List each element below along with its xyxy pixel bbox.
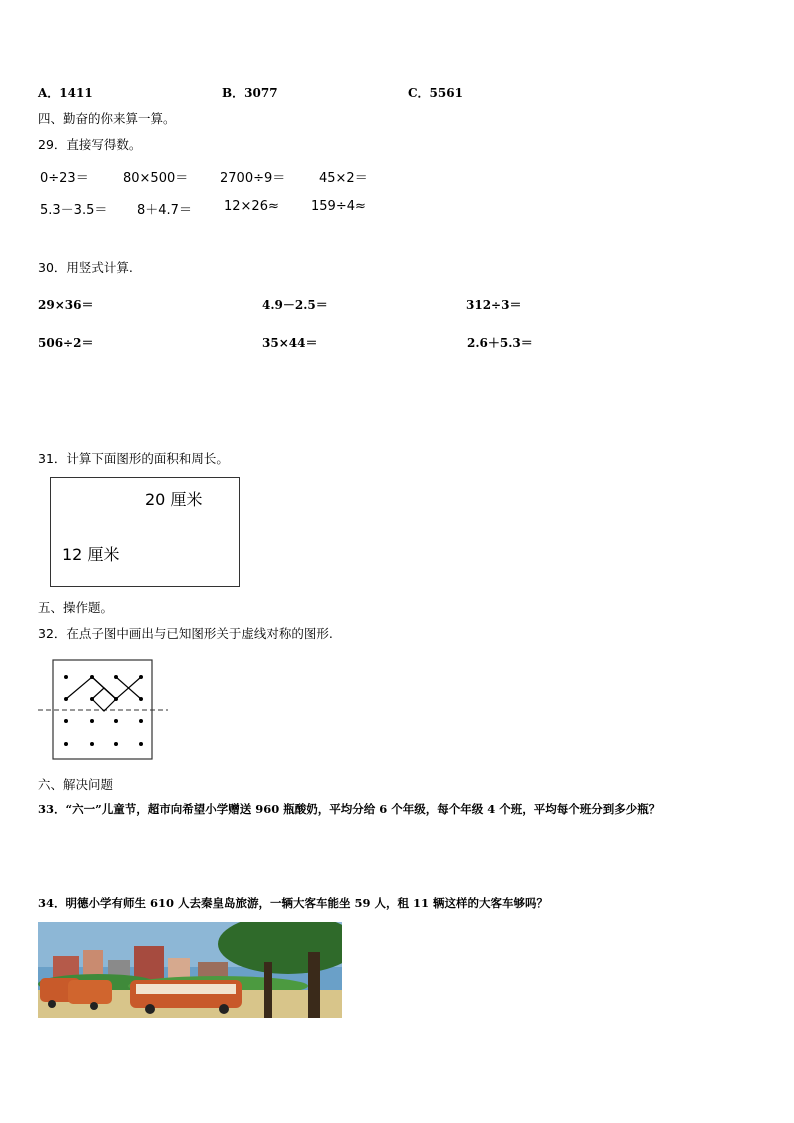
- q30-item: 506÷2＝: [38, 336, 94, 350]
- q29-item: 5.3－3.5＝: [40, 203, 108, 218]
- rectangle-length-label: 20 厘米: [145, 490, 203, 509]
- q29-title: 29．直接写得数。: [38, 137, 142, 152]
- bus-scene-illustration: [38, 922, 342, 1018]
- q30-item: 4.9－2.5＝: [262, 298, 328, 312]
- q29-item: 2700÷9＝: [220, 171, 286, 186]
- option-b: B．3077: [222, 86, 278, 100]
- dot-grid-figure: [38, 658, 170, 762]
- q29-item: 8＋4.7＝: [137, 203, 192, 218]
- q29-item: 80×500＝: [123, 171, 189, 186]
- q30-item: 312÷3＝: [466, 298, 522, 312]
- q30-item: 35×44＝: [262, 336, 318, 350]
- option-a: A．1411: [38, 86, 93, 100]
- q31-title: 31．计算下面图形的面积和周长。: [38, 451, 229, 466]
- q33-text: 33．“六一”儿童节，超市向希望小学赠送 960 瓶酸奶，平均分给 6 个年级，每个年级 4 个班，平均每个班分到多少瓶？: [38, 802, 661, 816]
- q29-item: 0÷23＝: [40, 171, 89, 186]
- q29-item: 45×2＝: [319, 171, 368, 186]
- q30-item: 2.6＋5.3＝: [467, 336, 533, 350]
- diamond-shape: [92, 688, 116, 711]
- section-5-heading: 五、操作题。: [38, 600, 114, 615]
- q29-item: 159÷4≈: [311, 199, 366, 214]
- rectangle-width-label: 12 厘米: [62, 545, 120, 564]
- q30-title: 30．用竖式计算.: [38, 260, 133, 275]
- q30-item: 29×36＝: [38, 298, 94, 312]
- section-6-heading: 六、解决问题: [38, 777, 114, 792]
- option-c: C．5561: [408, 86, 463, 100]
- q34-text: 34．明德小学有师生 610 人去秦皇岛旅游，一辆大客车能坐 59 人，租 11 辆这样的大客车够吗？: [38, 896, 549, 910]
- q29-item: 12×26≈: [224, 199, 279, 214]
- q32-title: 32．在点子图中画出与已知图形关于虚线对称的图形.: [38, 626, 333, 641]
- section-4-heading: 四、勤奋的你来算一算。: [38, 111, 176, 126]
